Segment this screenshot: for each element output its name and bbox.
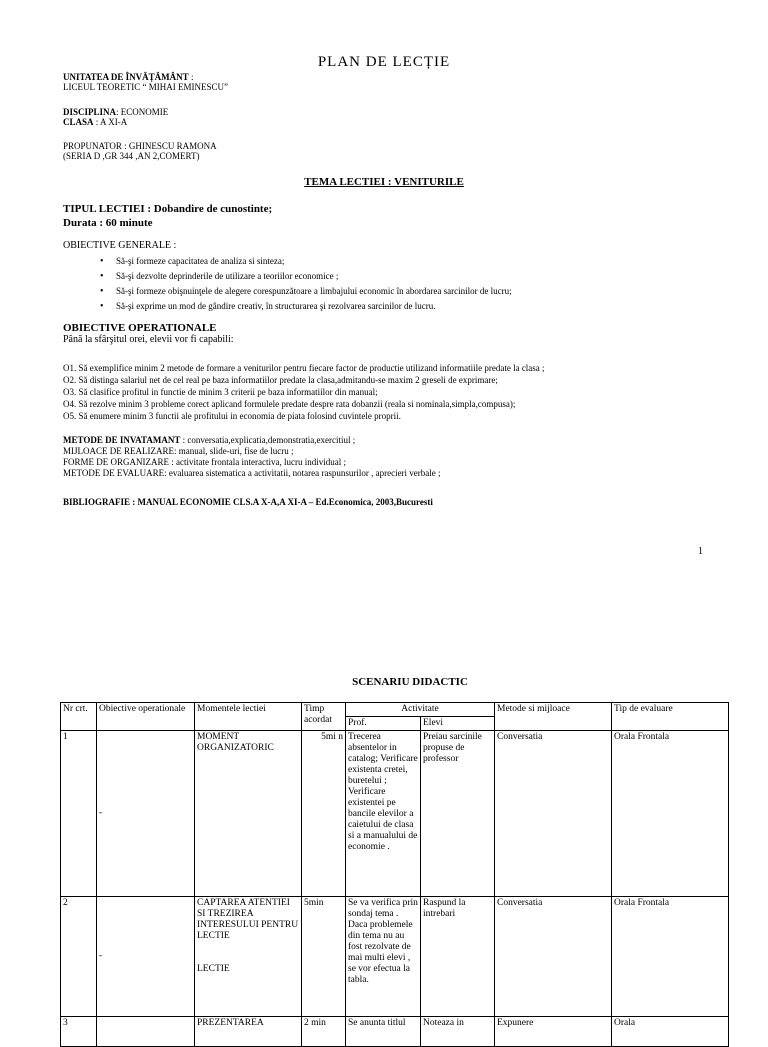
cell-moments: PREZENTAREA xyxy=(195,1017,302,1047)
bibliography: BIBLIOGRAFIE : MANUAL ECONOMIE CLS.A X-A,A XI-A – Ed.Economica, 2003,Bucuresti xyxy=(63,497,433,507)
cell-objectives: - xyxy=(97,731,195,897)
cell-evaluation: Orala Frontala xyxy=(612,731,729,897)
disciplina-label: DISCIPLINA xyxy=(63,107,117,117)
teaching-methods-label: METODE DE INVATAMANT xyxy=(63,435,181,445)
cell-time: 2 min xyxy=(302,1017,346,1047)
header-prof: Prof. xyxy=(346,717,421,731)
cell-prof: Se va verifica prin sondaj tema . Daca problemele din tema nu au fost rezolvate de mai multi elevi , se vor efectua la tabla. xyxy=(346,897,421,1017)
teaching-methods-value: : conversatia,explicatia,demonstratia,exercitiul ; xyxy=(180,435,356,445)
header-nr: Nr crt. xyxy=(61,703,97,731)
forms-value: : activitate frontala interactiva, lucru individual ; xyxy=(169,457,346,467)
header-objectives: Obiective operationale xyxy=(97,703,195,731)
lesson-type-block xyxy=(63,202,272,230)
operational-objectives-list xyxy=(63,362,545,422)
unitatea-sep: : xyxy=(188,72,194,82)
general-objectives-label: OBIECTIVE GENERALE : xyxy=(63,240,177,251)
school-name: LICEUL TEORETIC “ MIHAI EMINESCU” xyxy=(63,82,228,92)
list-item: • Să-şi formeze obişnuinţele de alegere corespunzătoare a limbajului economic în abordarea sarcinilor de lucru; xyxy=(100,284,512,299)
header-methods: Metode si mijloace xyxy=(495,703,612,731)
clasa-label: CLASA xyxy=(63,117,94,127)
header-elevi: Elevi xyxy=(421,717,495,731)
lesson-type: TIPUL LECTIEI : Dobandire de cunostinte; xyxy=(63,203,273,215)
lesson-duration: Durata : 60 minute xyxy=(63,217,153,229)
list-item: • Să-şi formeze capacitatea de analiza si sinteza; xyxy=(100,254,512,269)
proposer-block xyxy=(63,141,217,161)
cell-evaluation: Orala Frontala xyxy=(612,897,729,1017)
general-objectives-list xyxy=(100,254,512,314)
table-row xyxy=(61,897,729,1017)
moment-text-secondary: LECTIE xyxy=(197,964,230,974)
header-moments: Momentele lectiei xyxy=(195,703,302,731)
list-item: O1. Să exemplifice minim 2 metode de formare a veniturilor pentru fiecare factor de productie utilizand informatiile predate la clasa ; xyxy=(63,363,545,373)
lesson-theme: TEMA LECTIEI : VENITURILE xyxy=(304,176,464,188)
cell-elevi: Noteaza in xyxy=(421,1017,495,1047)
cell-moments xyxy=(195,897,302,1017)
header-evaluation: Tip de evaluare xyxy=(612,703,729,731)
cell-elevi: Raspund la intrebari xyxy=(421,897,495,1017)
cell-nr: 2 xyxy=(61,897,97,1017)
school-block xyxy=(63,72,228,92)
forms-label: FORME DE ORGANIZARE xyxy=(63,457,170,467)
table-row xyxy=(61,731,729,897)
operational-objectives-intro: Până la sfârşitul orei, elevii vor fi capabili: xyxy=(63,334,234,345)
cell-methods: Conversatia xyxy=(495,731,612,897)
cell-elevi: Preiau sarcinile propuse de professor xyxy=(421,731,495,897)
cell-prof: Trecerea absentelor in catalog; Verificare existenta cretei, buretelui ; Verificare existentei pe bancile elevilor a caietului de clasa si a manualului de economie . xyxy=(346,731,421,897)
scenario-title: SCENARIU DIDACTIC xyxy=(352,676,468,688)
header-activity: Activitate xyxy=(346,703,495,717)
table-header-row xyxy=(61,703,729,717)
means-label: MIJLOACE DE REALIZARE xyxy=(63,446,174,456)
cell-methods: Expunere xyxy=(495,1017,612,1047)
cell-moments: MOMENT ORGANIZATORIC xyxy=(195,731,302,897)
proposer: PROPUNATOR : GHINESCU RAMONA xyxy=(63,141,217,151)
cell-objectives: - xyxy=(97,897,195,1017)
evaluation-value: : evaluarea sistematica a activitatii, notarea raspunsurilor , aprecieri verbale ; xyxy=(164,468,441,478)
evaluation-label: METODE DE EVALUARE xyxy=(63,468,165,478)
means-value: : manual, slide-uri, fise de lucru ; xyxy=(174,446,294,456)
unitatea-label: UNITATEA DE ÎNVĂȚĂMÂNT xyxy=(63,72,189,82)
page-number: 1 xyxy=(698,546,703,557)
cell-evaluation: Orala xyxy=(612,1017,729,1047)
header-time: Timp acordat xyxy=(302,703,346,731)
table-row xyxy=(61,1017,729,1047)
list-item: O5. Să enumere minim 3 functii ale profitului in economia de piata folosind cuvintele proprii. xyxy=(63,411,401,421)
cell-objectives xyxy=(97,1017,195,1047)
proposer-series: (SERIA D ,GR 344 ,AN 2,COMERT) xyxy=(63,151,200,161)
discipline-block xyxy=(63,107,168,127)
moment-text: CAPTAREA ATENTIEI SI TREZIREA INTERESULUI PENTRU LECTIE xyxy=(197,898,299,941)
disciplina-value: : ECONOMIE xyxy=(116,107,169,117)
list-item: O2. Să distinga salariul net de cel real pe baza informatiilor predate la clasa,admitandu-se maxim 2 greseli de exprimare; xyxy=(63,375,498,385)
cell-nr: 3 xyxy=(61,1017,97,1047)
list-item: • Să-şi dezvolte deprinderile de utilizare a teoriilor economice ; xyxy=(100,269,512,284)
list-item: O4. Să rezolve minim 3 probleme corect aplicand formulele predate despre rata dobanzii (reala si nominala,simpla,compusa); xyxy=(63,399,516,409)
page-title: PLAN DE LECȚIE xyxy=(317,54,451,70)
cell-nr: 1 xyxy=(61,731,97,897)
cell-methods: Conversatia xyxy=(495,897,612,1017)
cell-time: 5min xyxy=(302,897,346,1017)
methods-block xyxy=(63,435,441,479)
clasa-value: : A XI-A xyxy=(93,117,128,127)
list-item: • Să-şi exprime un mod de gândire creativ, în structurarea şi rezolvarea sarcinilor de lucru. xyxy=(100,299,512,314)
scenario-table xyxy=(60,702,729,1047)
cell-time: 5mi n xyxy=(302,731,346,897)
operational-objectives-label: OBIECTIVE OPERATIONALE xyxy=(63,322,217,334)
list-item: O3. Să clasifice profitul in functie de minim 3 criterii pe baza informatiilor din manual; xyxy=(63,387,378,397)
cell-prof: Se anunta titlul xyxy=(346,1017,421,1047)
